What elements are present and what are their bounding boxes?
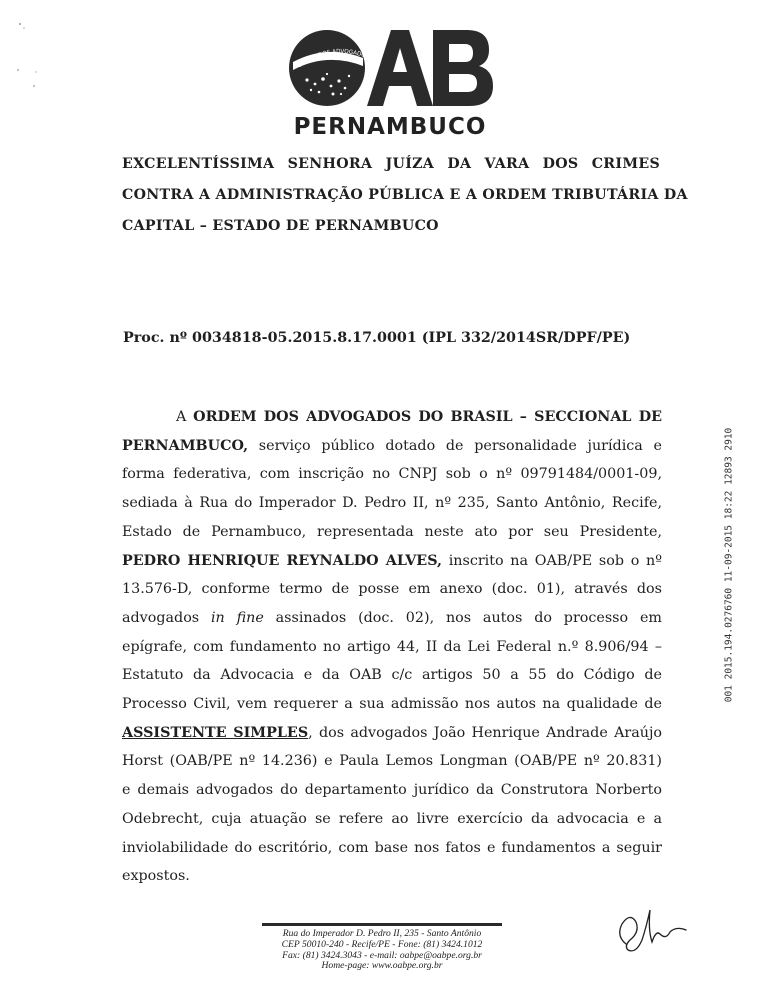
- addressee-line: EXCELENTÍSSIMA SENHORA JUÍZA DA VARA DOS CRIMES: [122, 156, 660, 172]
- footer-line: Home-page: www.oabpe.org.br: [321, 960, 443, 972]
- seccional-name: PERNAMBUCO,: [122, 437, 249, 454]
- logo-ring-text: ORDEM DOS ADVOGADOS DO: [296, 48, 380, 70]
- body-line: Estado de Pernambuco, representada neste ato por seu Presidente,: [122, 523, 662, 540]
- footer-line: CEP 50010-240 - Recife/PE - Fone: (81) 3424.1012: [281, 938, 483, 950]
- handwritten-signature: [612, 900, 692, 960]
- scan-specks: [14, 20, 54, 100]
- addressee: [122, 149, 688, 242]
- body-line: ASSISTENTE SIMPLES, dos advogados João Henrique Andrade Araújo: [122, 724, 662, 741]
- footer-line: Fax: (81) 3424.3043 - e-mail: oabpe@oabpe.org.br: [282, 949, 482, 961]
- body-line: epígrafe, com fundamento no artigo 44, II da Lei Federal n.º 8.906/94 –: [122, 638, 662, 655]
- petition-body: [122, 403, 662, 891]
- body-line: A ORDEM DOS ADVOGADOS DO BRASIL – SECCIONAL DE: [176, 409, 662, 425]
- body-line: PEDRO HENRIQUE REYNALDO ALVES, inscrito na OAB/PE sob o nº: [122, 552, 662, 569]
- addressee-line: CAPITAL – ESTADO DE PERNAMBUCO: [122, 218, 439, 234]
- body-line: advogados in fine assinados (doc. 02), nos autos do processo em: [122, 609, 662, 626]
- footer-line: Rua do Imperador D. Pedro II, 235 - Santo Antônio: [282, 928, 482, 939]
- body-line: 13.576-D, conforme termo de posse em anexo (doc. 01), através dos: [122, 581, 662, 598]
- body-line: Processo Civil, vem requerer a sua admissão nos autos na qualidade de: [122, 696, 662, 713]
- body-line: sediada à Rua do Imperador D. Pedro II, nº 235, Santo Antônio, Recife,: [122, 495, 662, 512]
- oab-logo: [283, 22, 497, 150]
- process-number: Proc. nº 0034818-05.2015.8.17.0001 (IPL 332/2014SR/DPF/PE): [123, 330, 631, 346]
- svg-text:ORDEM DOS ADVOGADOS DO BRASIL: [291, 44, 381, 70]
- footer-contact: [262, 923, 502, 972]
- body-line: Estatuto da Advocacia e da OAB c/c artigos 50 a 55 do Código de: [122, 667, 662, 684]
- body-line: Odebrecht, cuja atuação se refere ao livre exercício da advocacia e a: [122, 810, 662, 827]
- president-name: PEDRO HENRIQUE REYNALDO ALVES,: [122, 552, 442, 569]
- ring-text: [291, 44, 381, 72]
- logo-caption: PERNAMBUCO: [293, 114, 487, 140]
- oab-name: ORDEM DOS ADVOGADOS DO BRASIL – SECCIONAL DE: [193, 409, 662, 425]
- in-fine-italic: in fine: [210, 609, 264, 626]
- body-line: Horst (OAB/PE nº 14.236) e Paula Lemos Longman (OAB/PE nº 20.831): [122, 753, 662, 770]
- body-line: forma federativa, com inscrição no CNPJ sob o nº 09791484/0001-09,: [122, 466, 662, 483]
- body-line: expostos.: [122, 868, 190, 885]
- assistente-simples: ASSISTENTE SIMPLES: [122, 724, 309, 741]
- body-line: PERNAMBUCO, serviço público dotado de personalidade jurídica e: [122, 437, 662, 454]
- body-line: inviolabilidade do escritório, com base nos fatos e fundamentos a seguir: [122, 839, 662, 856]
- protocol-stamp: [720, 427, 738, 703]
- protocol-stamp-text: 001 2015.194.0276760 11-09-2015 18:22 12893 2910: [723, 427, 735, 703]
- addressee-line: CONTRA A ADMINISTRAÇÃO PÚBLICA E A ORDEM TRIBUTÁRIA DA: [122, 187, 688, 203]
- body-line: e demais advogados do departamento jurídico da Construtora Norberto: [122, 782, 662, 799]
